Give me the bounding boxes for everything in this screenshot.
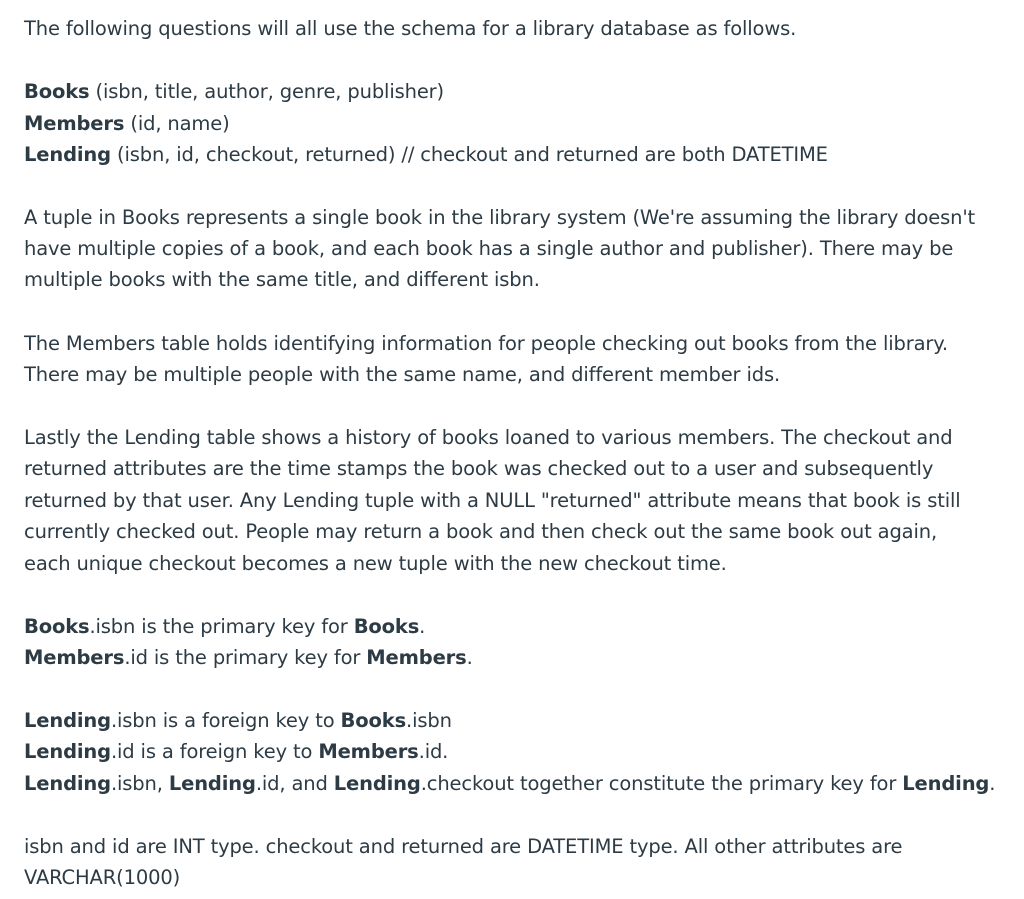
fk-text: .isbn is a foreign key to: [110, 709, 341, 732]
intro-text: The following questions will all use the schema for a library database as follows.: [24, 17, 797, 40]
fk-text: .isbn: [406, 709, 452, 732]
table-ref: Books: [353, 615, 420, 638]
pk-text: .isbn is the primary key for: [89, 615, 354, 638]
table-ref: Lending: [24, 740, 111, 763]
pk-text: .: [466, 646, 473, 669]
books-paragraph-line: have multiple copies of a book, and each book has a single author and publisher). There may be: [24, 237, 954, 260]
primary-key-books: [24, 615, 425, 639]
table-ref: Lending: [24, 709, 111, 732]
pk-text: .checkout together constitute the primary key for: [420, 772, 903, 795]
table-name-members: Members: [24, 112, 125, 135]
pk-text: .isbn,: [110, 772, 169, 795]
lending-paragraph-line: Lastly the Lending table shows a history of books loaned to various members. The checkout and: [24, 426, 953, 449]
members-paragraph-line: The Members table holds identifying information for people checking out books from the library.: [24, 332, 948, 355]
pk-text: .: [419, 615, 426, 638]
foreign-key-id: [24, 740, 448, 764]
lending-paragraph-line: returned attributes are the time stamps the book was checked out to a user and subsequently: [24, 457, 934, 480]
types-line: VARCHAR(1000): [24, 866, 181, 889]
lending-paragraph-line: each unique checkout becomes a new tuple with the new checkout time.: [24, 552, 727, 575]
schema-members-columns: (id, name): [124, 112, 230, 135]
schema-members: [24, 112, 230, 136]
pk-text: .id is the primary key for: [124, 646, 367, 669]
table-ref: Lending: [24, 772, 111, 795]
table-ref: Lending: [168, 772, 256, 795]
table-name-lending: Lending: [24, 143, 111, 166]
table-ref: Members: [318, 740, 419, 763]
pk-text: .id, and: [255, 772, 334, 795]
schema-lending-columns: (isbn, id, checkout, returned) // checkout and returned are both DATETIME: [110, 143, 828, 166]
fk-text: .id is a foreign key to: [110, 740, 319, 763]
primary-key-members: [24, 646, 473, 670]
schema-books-columns: (isbn, title, author, genre, publisher): [89, 80, 444, 103]
types-line: isbn and id are INT type. checkout and returned are DATETIME type. All other attributes are: [24, 835, 903, 858]
books-paragraph-line: A tuple in Books represents a single book in the library system (We're assuming the library doesn't: [24, 206, 976, 229]
lending-paragraph-line: returned by that user. Any Lending tuple with a NULL "returned" attribute means that book is still: [24, 489, 961, 512]
fk-text: .id.: [418, 740, 449, 763]
table-ref: Books: [340, 709, 407, 732]
schema-books: [24, 80, 444, 104]
members-paragraph-line: There may be multiple people with the same name, and different member ids.: [24, 363, 781, 386]
table-ref: Lending: [902, 772, 990, 795]
table-ref: Members: [24, 646, 125, 669]
table-ref: Lending: [333, 772, 421, 795]
foreign-key-isbn: [24, 709, 452, 733]
table-ref: Books: [24, 615, 90, 638]
lending-paragraph-line: currently checked out. People may return a book and then check out the same book out again,: [24, 520, 938, 543]
books-paragraph-line: multiple books with the same title, and different isbn.: [24, 268, 540, 291]
schema-lending: [24, 143, 828, 167]
pk-text: .: [989, 772, 996, 795]
table-name-books: Books: [24, 80, 90, 103]
table-ref: Members: [366, 646, 467, 669]
composite-primary-key: [24, 772, 995, 796]
